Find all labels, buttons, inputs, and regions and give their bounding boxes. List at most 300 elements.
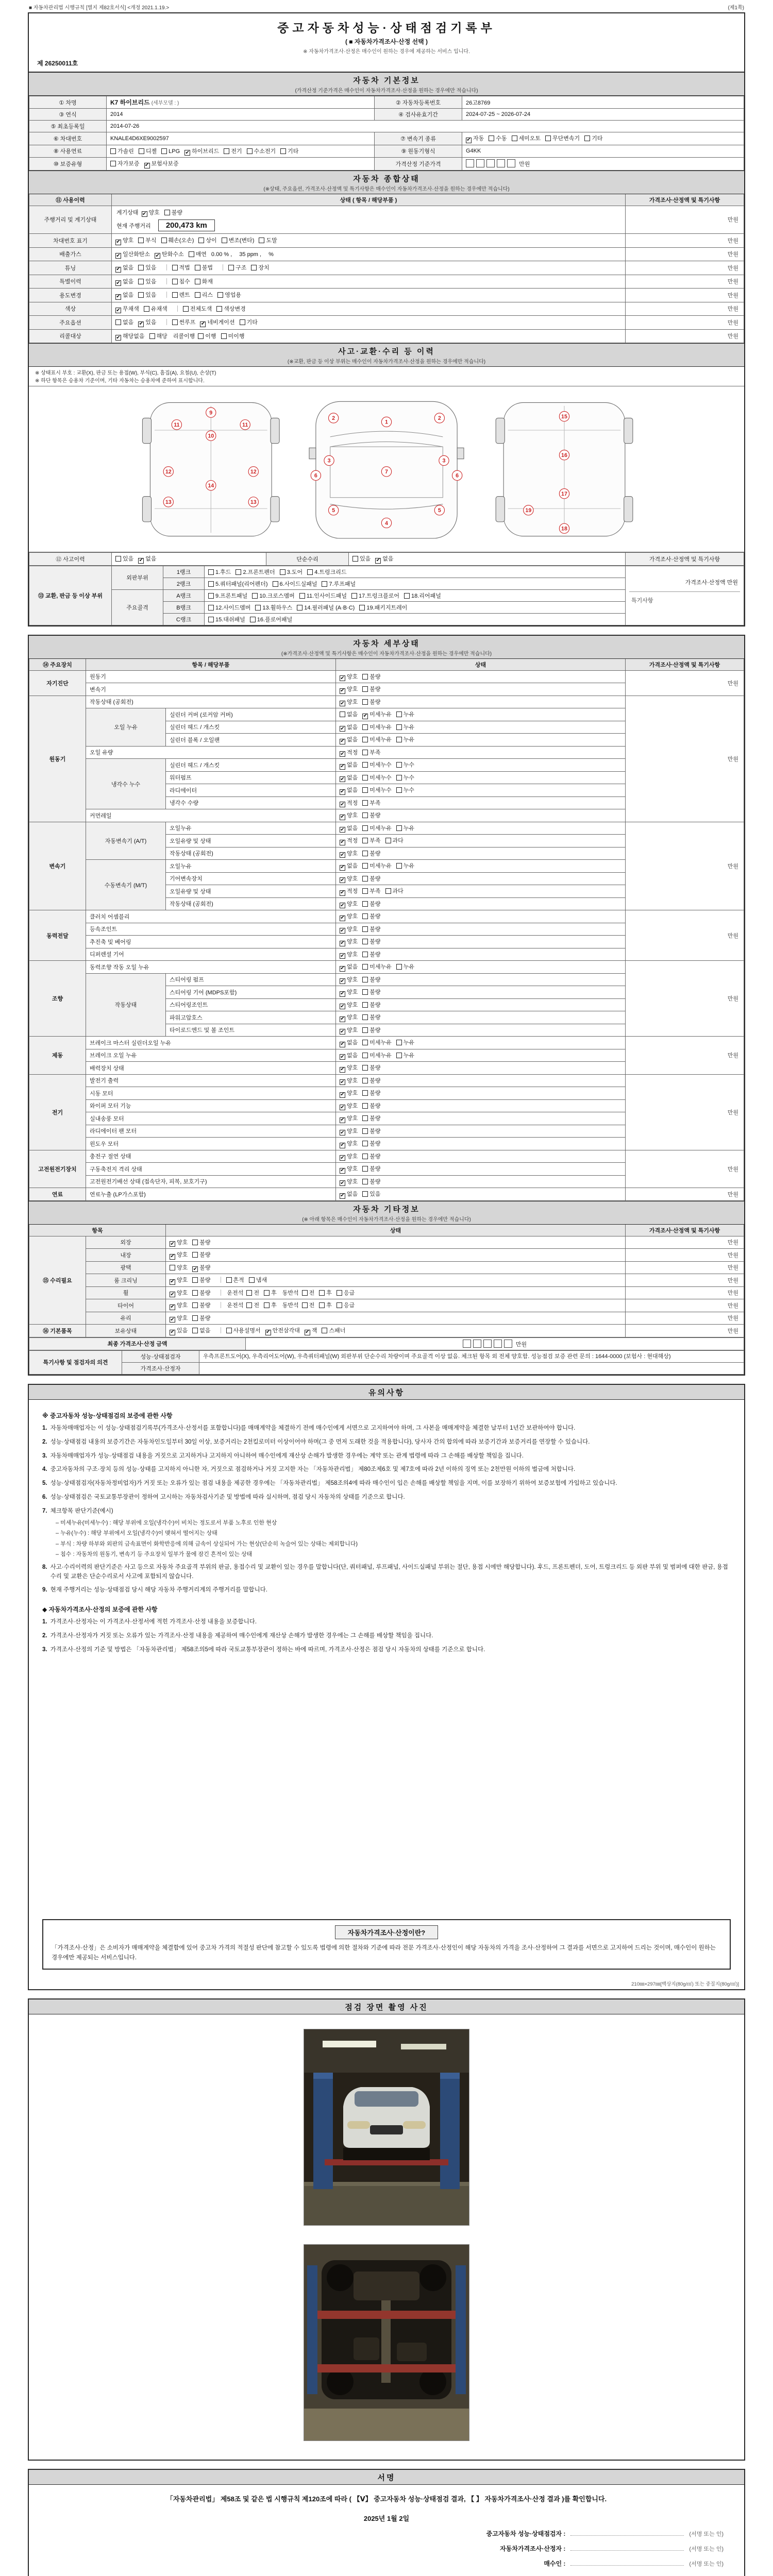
checkbox-option[interactable] xyxy=(340,861,358,871)
checkbox-icon[interactable] xyxy=(362,1040,368,1045)
checkbox-option[interactable] xyxy=(142,208,160,217)
checkbox-option[interactable] xyxy=(340,900,358,909)
checkbox-option[interactable] xyxy=(340,950,358,959)
checkbox-option[interactable] xyxy=(362,1152,380,1160)
checkbox-icon[interactable] xyxy=(545,135,551,141)
checkbox-checked-icon[interactable]: ✔ xyxy=(116,334,121,341)
checkbox-option[interactable] xyxy=(319,1289,332,1297)
checkbox-icon[interactable] xyxy=(362,1115,368,1121)
checkbox-checked-icon[interactable]: ✔ xyxy=(340,877,345,883)
checkbox-option[interactable] xyxy=(362,874,380,883)
checkbox-option[interactable] xyxy=(217,291,241,299)
checkbox-option[interactable] xyxy=(149,332,167,340)
checkbox-option[interactable] xyxy=(340,1152,358,1161)
checkbox-option[interactable] xyxy=(512,134,541,142)
checkbox-option[interactable] xyxy=(297,603,355,612)
checkbox-icon[interactable] xyxy=(396,737,402,742)
checkbox-icon[interactable] xyxy=(337,1290,342,1296)
checkbox-checked-icon[interactable]: ✔ xyxy=(170,1329,175,1335)
checkbox-option[interactable] xyxy=(362,937,380,945)
checkbox-option[interactable] xyxy=(340,1101,358,1111)
checkbox-option[interactable] xyxy=(340,1114,358,1123)
checkbox-option[interactable] xyxy=(396,723,414,731)
checkbox-icon[interactable] xyxy=(362,1027,368,1033)
checkbox-option[interactable] xyxy=(115,236,133,245)
checkbox-option[interactable] xyxy=(362,887,380,895)
checkbox-icon[interactable] xyxy=(351,593,357,599)
checkbox-option[interactable] xyxy=(307,568,346,576)
checkbox-option[interactable] xyxy=(362,900,380,908)
checkbox-option[interactable] xyxy=(170,1314,188,1323)
checkbox-option[interactable] xyxy=(362,962,392,971)
checkbox-icon[interactable] xyxy=(216,306,222,312)
checkbox-option[interactable] xyxy=(362,836,380,844)
checkbox-option[interactable] xyxy=(340,1164,358,1174)
checkbox-option[interactable] xyxy=(340,1076,358,1086)
checkbox-icon[interactable] xyxy=(362,977,368,982)
checkbox-checked-icon[interactable]: ✔ xyxy=(340,1104,345,1110)
checkbox-option[interactable] xyxy=(340,912,358,921)
checkbox-option[interactable] xyxy=(144,304,167,313)
checkbox-option[interactable] xyxy=(489,134,507,142)
checkbox-option[interactable] xyxy=(170,1250,188,1260)
checkbox-option[interactable] xyxy=(362,988,380,996)
checkbox-checked-icon[interactable]: ✔ xyxy=(170,1253,175,1259)
checkbox-option[interactable] xyxy=(226,1276,244,1284)
checkbox-option[interactable] xyxy=(362,786,392,794)
checkbox-option[interactable] xyxy=(340,962,358,972)
checkbox-checked-icon[interactable]: ✔ xyxy=(116,307,121,313)
checkbox-option[interactable] xyxy=(362,1164,380,1173)
checkbox-option[interactable] xyxy=(273,580,317,588)
checkbox-icon[interactable] xyxy=(385,838,391,843)
checkbox-checked-icon[interactable]: ✔ xyxy=(340,940,345,946)
checkbox-option[interactable] xyxy=(340,824,358,833)
checkbox-icon[interactable] xyxy=(250,617,256,622)
checkbox-checked-icon[interactable]: ✔ xyxy=(144,162,149,168)
checkbox-icon[interactable] xyxy=(489,135,494,141)
checkbox-option[interactable] xyxy=(198,236,216,244)
checkbox-icon[interactable] xyxy=(192,1302,198,1308)
checkbox-option[interactable] xyxy=(396,1038,414,1046)
checkbox-icon[interactable] xyxy=(322,581,327,587)
checkbox-checked-icon[interactable]: ✔ xyxy=(142,211,147,217)
checkbox-icon[interactable] xyxy=(362,1078,368,1083)
checkbox-icon[interactable] xyxy=(362,1191,368,1197)
checkbox-icon[interactable] xyxy=(362,724,368,730)
checkbox-option[interactable] xyxy=(302,1301,315,1309)
checkbox-icon[interactable] xyxy=(362,750,368,755)
checkbox-option[interactable] xyxy=(362,1076,380,1084)
checkbox-icon[interactable] xyxy=(226,1277,232,1283)
checkbox-icon[interactable] xyxy=(208,581,214,587)
checkbox-checked-icon[interactable]: ✔ xyxy=(340,738,345,744)
checkbox-icon[interactable] xyxy=(362,800,368,806)
checkbox-option[interactable] xyxy=(221,332,245,340)
checkbox-option[interactable] xyxy=(362,824,392,832)
checkbox-option[interactable] xyxy=(362,1139,380,1147)
checkbox-icon[interactable] xyxy=(198,333,204,339)
checkbox-option[interactable] xyxy=(161,148,180,155)
checkbox-option[interactable] xyxy=(249,1276,267,1284)
checkbox-checked-icon[interactable]: ✔ xyxy=(340,902,345,908)
checkbox-option[interactable] xyxy=(138,318,156,327)
checkbox-option[interactable] xyxy=(385,887,404,895)
checkbox-option[interactable] xyxy=(351,591,399,600)
checkbox-icon[interactable] xyxy=(385,888,391,894)
checkbox-icon[interactable] xyxy=(264,1302,270,1308)
checkbox-option[interactable] xyxy=(192,1238,210,1246)
checkbox-icon[interactable] xyxy=(362,989,368,995)
checkbox-option[interactable] xyxy=(115,318,133,326)
checkbox-icon[interactable] xyxy=(138,238,144,243)
checkbox-option[interactable] xyxy=(340,1063,358,1073)
checkbox-option[interactable] xyxy=(340,786,358,795)
checkbox-option[interactable] xyxy=(340,1127,358,1136)
checkbox-option[interactable] xyxy=(322,580,356,588)
checkbox-option[interactable] xyxy=(396,861,414,870)
checkbox-option[interactable] xyxy=(375,554,393,564)
checkbox-checked-icon[interactable]: ✔ xyxy=(193,1266,197,1272)
checkbox-checked-icon[interactable]: ✔ xyxy=(170,1304,175,1310)
checkbox-option[interactable] xyxy=(322,1326,345,1334)
checkbox-icon[interactable] xyxy=(362,964,368,970)
checkbox-icon[interactable] xyxy=(192,1240,198,1245)
checkbox-icon[interactable] xyxy=(362,838,368,843)
checkbox-option[interactable] xyxy=(340,887,358,896)
checkbox-option[interactable] xyxy=(359,603,407,612)
checkbox-icon[interactable] xyxy=(362,1053,368,1058)
checkbox-option[interactable] xyxy=(340,685,358,694)
checkbox-option[interactable] xyxy=(340,723,358,732)
checkbox-option[interactable] xyxy=(362,1051,392,1059)
checkbox-option[interactable] xyxy=(340,748,358,757)
checkbox-checked-icon[interactable]: ✔ xyxy=(116,239,121,245)
checkbox-option[interactable] xyxy=(172,291,190,299)
checkbox-checked-icon[interactable]: ✔ xyxy=(340,953,345,959)
checkbox-option[interactable] xyxy=(216,304,246,313)
checkbox-checked-icon[interactable]: ✔ xyxy=(305,1329,310,1335)
checkbox-checked-icon[interactable]: ✔ xyxy=(340,688,345,693)
checkbox-option[interactable] xyxy=(340,710,358,718)
checkbox-option[interactable] xyxy=(208,591,247,600)
checkbox-checked-icon[interactable]: ✔ xyxy=(340,1016,345,1022)
checkbox-icon[interactable] xyxy=(362,1002,368,1008)
checkbox-option[interactable] xyxy=(362,1063,380,1072)
checkbox-checked-icon[interactable]: ✔ xyxy=(340,839,345,845)
checkbox-icon[interactable] xyxy=(322,1328,327,1333)
checkbox-option[interactable] xyxy=(115,277,133,286)
checkbox-option[interactable] xyxy=(362,975,380,984)
checkbox-option[interactable] xyxy=(115,263,133,273)
checkbox-icon[interactable] xyxy=(228,265,234,270)
checkbox-icon[interactable] xyxy=(362,686,368,692)
checkbox-option[interactable] xyxy=(138,277,156,285)
checkbox-option[interactable] xyxy=(302,1289,315,1297)
checkbox-icon[interactable] xyxy=(252,593,258,599)
checkbox-icon[interactable] xyxy=(208,593,214,599)
checkbox-icon[interactable] xyxy=(255,605,261,611)
checkbox-icon[interactable] xyxy=(273,581,278,587)
checkbox-icon[interactable] xyxy=(319,1302,325,1308)
checkbox-checked-icon[interactable]: ✔ xyxy=(265,1329,271,1335)
checkbox-checked-icon[interactable]: ✔ xyxy=(340,965,345,971)
checkbox-icon[interactable] xyxy=(362,901,368,907)
checkbox-option[interactable] xyxy=(115,291,133,300)
checkbox-option[interactable] xyxy=(340,836,358,845)
checkbox-option[interactable] xyxy=(138,236,156,244)
checkbox-icon[interactable] xyxy=(192,1328,198,1333)
checkbox-checked-icon[interactable]: ✔ xyxy=(340,1117,345,1123)
checkbox-option[interactable] xyxy=(362,1190,380,1198)
checkbox-option[interactable] xyxy=(226,1326,261,1334)
checkbox-option[interactable] xyxy=(164,208,182,216)
checkbox-option[interactable] xyxy=(170,1289,188,1298)
checkbox-option[interactable] xyxy=(362,925,380,933)
checkbox-checked-icon[interactable]: ✔ xyxy=(340,675,345,681)
checkbox-option[interactable] xyxy=(396,786,414,794)
checkbox-option[interactable] xyxy=(110,147,134,155)
checkbox-icon[interactable] xyxy=(396,1053,402,1058)
checkbox-option[interactable] xyxy=(246,1301,259,1309)
checkbox-option[interactable] xyxy=(362,1114,380,1122)
checkbox-option[interactable] xyxy=(362,1101,380,1110)
checkbox-option[interactable] xyxy=(161,236,194,244)
checkbox-icon[interactable] xyxy=(264,1290,270,1296)
checkbox-icon[interactable] xyxy=(319,1290,325,1296)
checkbox-icon[interactable] xyxy=(217,292,223,298)
checkbox-option[interactable] xyxy=(362,950,380,958)
checkbox-option[interactable] xyxy=(208,580,268,588)
checkbox-icon[interactable] xyxy=(359,605,365,611)
checkbox-icon[interactable] xyxy=(195,292,200,298)
checkbox-checked-icon[interactable]: ✔ xyxy=(340,826,345,833)
checkbox-option[interactable] xyxy=(362,1177,380,1185)
checkbox-icon[interactable] xyxy=(396,787,402,793)
checkbox-icon[interactable] xyxy=(362,1166,368,1172)
checkbox-option[interactable] xyxy=(264,1301,277,1309)
checkbox-option[interactable] xyxy=(252,591,294,600)
checkbox-icon[interactable] xyxy=(110,161,116,166)
checkbox-option[interactable] xyxy=(340,1001,358,1010)
checkbox-option[interactable] xyxy=(362,735,392,743)
checkbox-icon[interactable] xyxy=(396,775,402,781)
checkbox-icon[interactable] xyxy=(396,724,402,730)
checkbox-icon[interactable] xyxy=(362,674,368,680)
checkbox-option[interactable] xyxy=(265,1326,300,1335)
checkbox-option[interactable] xyxy=(228,263,246,272)
checkbox-checked-icon[interactable]: ✔ xyxy=(340,1041,345,1047)
checkbox-option[interactable] xyxy=(362,1013,380,1021)
checkbox-icon[interactable] xyxy=(247,148,253,154)
checkbox-checked-icon[interactable]: ✔ xyxy=(200,321,206,327)
checkbox-icon[interactable] xyxy=(172,319,178,325)
checkbox-icon[interactable] xyxy=(138,279,144,284)
checkbox-icon[interactable] xyxy=(396,711,402,717)
checkbox-checked-icon[interactable]: ✔ xyxy=(116,294,121,299)
checkbox-option[interactable] xyxy=(280,568,303,576)
checkbox-icon[interactable] xyxy=(115,319,121,325)
checkbox-option[interactable] xyxy=(222,236,255,244)
checkbox-option[interactable] xyxy=(319,1301,332,1309)
checkbox-icon[interactable] xyxy=(170,1265,175,1270)
checkbox-checked-icon[interactable]: ✔ xyxy=(376,557,380,563)
checkbox-checked-icon[interactable]: ✔ xyxy=(363,713,367,719)
checkbox-option[interactable] xyxy=(396,824,414,832)
checkbox-option[interactable] xyxy=(362,861,392,870)
checkbox-checked-icon[interactable]: ✔ xyxy=(340,915,345,921)
checkbox-checked-icon[interactable]: ✔ xyxy=(340,789,345,794)
checkbox-icon[interactable] xyxy=(138,292,144,298)
checkbox-checked-icon[interactable]: ✔ xyxy=(340,1079,345,1085)
checkbox-icon[interactable] xyxy=(149,333,155,339)
checkbox-option[interactable] xyxy=(340,1051,358,1060)
checkbox-option[interactable] xyxy=(192,1314,210,1322)
checkbox-icon[interactable] xyxy=(172,265,178,270)
checkbox-icon[interactable] xyxy=(396,762,402,768)
checkbox-icon[interactable] xyxy=(362,952,368,957)
checkbox-option[interactable] xyxy=(192,1289,210,1297)
checkbox-option[interactable] xyxy=(172,263,190,272)
checkbox-checked-icon[interactable]: ✔ xyxy=(340,890,345,895)
checkbox-icon[interactable] xyxy=(172,292,178,298)
checkbox-icon[interactable] xyxy=(362,1014,368,1020)
checkbox-icon[interactable] xyxy=(362,913,368,919)
checkbox-icon[interactable] xyxy=(362,775,368,781)
checkbox-icon[interactable] xyxy=(236,569,241,575)
checkbox-option[interactable] xyxy=(362,811,380,819)
checkbox-option[interactable] xyxy=(139,147,157,155)
checkbox-option[interactable] xyxy=(340,874,358,884)
checkbox-option[interactable] xyxy=(255,603,292,612)
checkbox-icon[interactable] xyxy=(362,762,368,768)
checkbox-option[interactable] xyxy=(115,250,150,259)
checkbox-option[interactable] xyxy=(170,1326,188,1335)
checkbox-icon[interactable] xyxy=(362,1154,368,1159)
checkbox-icon[interactable] xyxy=(138,265,144,270)
checkbox-icon[interactable] xyxy=(195,265,200,270)
checkbox-icon[interactable] xyxy=(246,1302,252,1308)
checkbox-option[interactable] xyxy=(192,1301,210,1309)
checkbox-option[interactable] xyxy=(340,1026,358,1035)
checkbox-option[interactable] xyxy=(264,1289,277,1297)
checkbox-icon[interactable] xyxy=(362,876,368,882)
checkbox-option[interactable] xyxy=(172,277,190,285)
checkbox-checked-icon[interactable]: ✔ xyxy=(340,814,345,820)
checkbox-checked-icon[interactable]: ✔ xyxy=(170,1291,175,1297)
checkbox-option[interactable] xyxy=(208,603,250,612)
checkbox-icon[interactable] xyxy=(362,787,368,793)
checkbox-checked-icon[interactable]: ✔ xyxy=(340,764,345,769)
checkbox-option[interactable] xyxy=(340,1038,358,1047)
checkbox-option[interactable] xyxy=(198,332,216,340)
checkbox-checked-icon[interactable]: ✔ xyxy=(139,557,143,563)
checkbox-checked-icon[interactable]: ✔ xyxy=(340,991,345,996)
checkbox-checked-icon[interactable]: ✔ xyxy=(170,1279,175,1284)
checkbox-icon[interactable] xyxy=(340,711,345,717)
checkbox-option[interactable] xyxy=(195,263,213,272)
checkbox-icon[interactable] xyxy=(362,1065,368,1071)
checkbox-option[interactable] xyxy=(362,698,380,706)
checkbox-option[interactable] xyxy=(362,1026,380,1034)
checkbox-icon[interactable] xyxy=(226,1328,232,1333)
checkbox-icon[interactable] xyxy=(110,148,116,154)
checkbox-icon[interactable] xyxy=(183,306,189,312)
checkbox-icon[interactable] xyxy=(362,926,368,932)
checkbox-checked-icon[interactable]: ✔ xyxy=(340,852,345,858)
checkbox-icon[interactable] xyxy=(362,939,368,944)
checkbox-icon[interactable] xyxy=(307,569,313,575)
checkbox-icon[interactable] xyxy=(280,148,286,154)
checkbox-option[interactable] xyxy=(340,925,358,934)
checkbox-option[interactable] xyxy=(340,937,358,946)
checkbox-checked-icon[interactable]: ✔ xyxy=(340,776,345,782)
checkbox-option[interactable] xyxy=(138,554,156,564)
checkbox-option[interactable] xyxy=(362,710,392,719)
checkbox-option[interactable] xyxy=(362,1038,392,1046)
checkbox-checked-icon[interactable]: ✔ xyxy=(340,700,345,706)
checkbox-icon[interactable] xyxy=(396,863,402,869)
checkbox-option[interactable] xyxy=(396,1051,414,1059)
checkbox-option[interactable] xyxy=(385,836,404,844)
checkbox-option[interactable] xyxy=(170,1276,188,1285)
checkbox-option[interactable] xyxy=(340,1013,358,1022)
checkbox-checked-icon[interactable]: ✔ xyxy=(340,1066,345,1072)
checkbox-icon[interactable] xyxy=(362,737,368,742)
checkbox-option[interactable] xyxy=(138,291,156,299)
checkbox-checked-icon[interactable]: ✔ xyxy=(116,252,121,259)
checkbox-option[interactable] xyxy=(396,735,414,743)
checkbox-icon[interactable] xyxy=(396,825,402,831)
checkbox-icon[interactable] xyxy=(221,333,227,339)
checkbox-checked-icon[interactable]: ✔ xyxy=(466,137,471,143)
checkbox-checked-icon[interactable]: ✔ xyxy=(340,1054,345,1060)
checkbox-option[interactable] xyxy=(340,1190,358,1199)
checkbox-icon[interactable] xyxy=(224,148,229,154)
checkbox-icon[interactable] xyxy=(189,251,194,257)
checkbox-option[interactable] xyxy=(396,710,414,718)
checkbox-icon[interactable] xyxy=(362,851,368,856)
checkbox-option[interactable] xyxy=(362,912,380,920)
checkbox-checked-icon[interactable]: ✔ xyxy=(340,1155,345,1161)
checkbox-icon[interactable] xyxy=(208,605,214,611)
checkbox-icon[interactable] xyxy=(280,569,285,575)
checkbox-option[interactable] xyxy=(172,318,196,326)
checkbox-icon[interactable] xyxy=(192,1277,198,1283)
checkbox-option[interactable] xyxy=(340,811,358,820)
checkbox-option[interactable] xyxy=(192,1250,210,1259)
checkbox-icon[interactable] xyxy=(195,279,200,284)
checkbox-icon[interactable] xyxy=(144,306,149,312)
checkbox-option[interactable] xyxy=(192,1263,210,1273)
checkbox-option[interactable] xyxy=(340,988,358,997)
checkbox-option[interactable] xyxy=(115,304,139,314)
checkbox-icon[interactable] xyxy=(246,1290,252,1296)
checkbox-option[interactable] xyxy=(170,1301,188,1310)
checkbox-icon[interactable] xyxy=(302,1302,308,1308)
checkbox-option[interactable] xyxy=(396,773,414,782)
checkbox-checked-icon[interactable]: ✔ xyxy=(340,865,345,870)
checkbox-icon[interactable] xyxy=(161,238,167,243)
checkbox-checked-icon[interactable]: ✔ xyxy=(340,751,345,757)
checkbox-option[interactable] xyxy=(110,159,140,167)
checkbox-icon[interactable] xyxy=(259,238,264,243)
checkbox-option[interactable] xyxy=(362,773,392,782)
checkbox-icon[interactable] xyxy=(192,1315,198,1321)
checkbox-icon[interactable] xyxy=(584,135,590,141)
checkbox-icon[interactable] xyxy=(208,617,214,622)
checkbox-icon[interactable] xyxy=(362,699,368,705)
